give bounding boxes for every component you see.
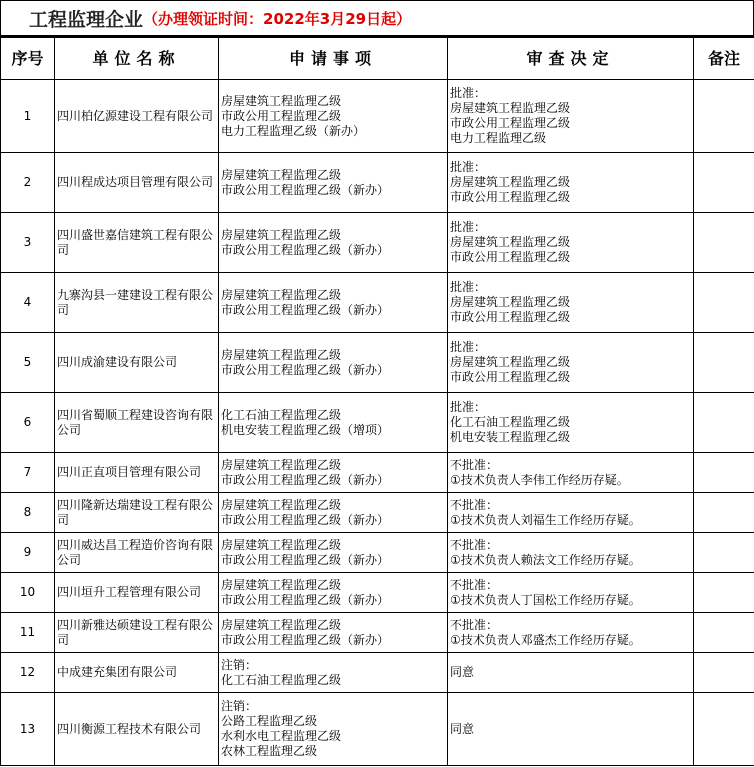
decision <box>448 453 694 493</box>
row-number: 4 <box>1 273 55 333</box>
decision-line: 不批准： <box>450 457 499 472</box>
apply-item: 机电安装工程监理乙级（增项） <box>221 422 390 437</box>
company-name: 中成建充集团有限公司 <box>55 653 219 693</box>
row-number: 2 <box>1 153 55 213</box>
decision-line: 批准： <box>450 160 487 174</box>
decision-line: ①技术负责人邓盛杰工作经历存疑。 <box>450 632 641 647</box>
company-name: 四川柏亿源建设工程有限公司 <box>55 80 219 153</box>
decision-line: ①技术负责人刘福生工作经历存疑。 <box>450 512 641 527</box>
header-no: 序号 <box>1 38 55 80</box>
note <box>694 693 754 766</box>
apply-item: 市政公用工程监理乙级（新办） <box>221 362 390 377</box>
table-row <box>1 333 754 393</box>
apply-item: 房屋建筑工程监理乙级 <box>221 457 342 472</box>
decision-line: 房屋建筑工程监理乙级 <box>450 295 571 309</box>
apply-item: 房屋建筑工程监理乙级 <box>221 227 342 242</box>
decision <box>448 393 694 453</box>
row-number: 10 <box>1 573 55 613</box>
row-number: 5 <box>1 333 55 393</box>
row-number: 3 <box>1 213 55 273</box>
apply-item: 市政公用工程监理乙级（新办） <box>221 182 390 197</box>
table-row <box>1 613 754 653</box>
company-name: 四川省蜀顺工程建设咨询有限公司 <box>55 393 219 453</box>
apply-items <box>219 273 448 333</box>
apply-item: 市政公用工程监理乙级（新办） <box>221 512 390 527</box>
apply-item: 房屋建筑工程监理乙级 <box>221 93 342 108</box>
decision-line: 房屋建筑工程监理乙级 <box>450 235 571 249</box>
table-row <box>1 273 754 333</box>
decision-line: 批准： <box>450 400 487 414</box>
note <box>694 453 754 493</box>
decision <box>448 153 694 213</box>
company-name: 四川成渝建设有限公司 <box>55 333 219 393</box>
table-row <box>1 153 754 213</box>
apply-item: 农林工程监理乙级 <box>221 744 318 758</box>
apply-item: 房屋建筑工程监理乙级 <box>221 577 342 592</box>
header-name: 单位名称 <box>55 38 219 80</box>
header-decision: 审查决定 <box>448 38 694 80</box>
decision-line: 市政公用工程监理乙级 <box>450 370 571 384</box>
apply-items <box>219 213 448 273</box>
apply-item: 注销： <box>221 657 258 672</box>
row-number: 7 <box>1 453 55 493</box>
row-number: 1 <box>1 80 55 153</box>
table-row <box>1 393 754 453</box>
apply-item: 房屋建筑工程监理乙级 <box>221 537 342 552</box>
decision-line: 房屋建筑工程监理乙级 <box>450 101 571 115</box>
note <box>694 393 754 453</box>
row-number: 12 <box>1 653 55 693</box>
row-number: 8 <box>1 493 55 533</box>
decision-line: ①技术负责人李伟工作经历存疑。 <box>450 472 629 487</box>
note <box>694 573 754 613</box>
table-row <box>1 653 754 693</box>
apply-item: 水利水电工程监理乙级 <box>221 729 342 743</box>
company-name: 四川垣升工程管理有限公司 <box>55 573 219 613</box>
apply-items <box>219 153 448 213</box>
header-apply: 申请事项 <box>219 38 448 80</box>
decision-line: 市政公用工程监理乙级 <box>450 310 571 324</box>
table-row <box>1 80 754 153</box>
company-name: 四川盛世嘉信建筑工程有限公司 <box>55 213 219 273</box>
company-name: 四川衡源工程技术有限公司 <box>55 693 219 766</box>
company-name: 四川隆新达瑞建设工程有限公司 <box>55 493 219 533</box>
apply-items <box>219 333 448 393</box>
decision-line: 市政公用工程监理乙级 <box>450 250 571 264</box>
row-number: 11 <box>1 613 55 653</box>
sheet-title <box>0 0 754 37</box>
decision-line: 不批准： <box>450 497 499 512</box>
apply-item: 市政公用工程监理乙级（新办） <box>221 592 390 607</box>
decision <box>448 333 694 393</box>
table-row <box>1 493 754 533</box>
apply-item: 化工石油工程监理乙级 <box>221 407 342 422</box>
apply-items <box>219 80 448 153</box>
apply-items <box>219 693 448 766</box>
decision-line: ①技术负责人赖法文工作经历存疑。 <box>450 552 641 567</box>
note <box>694 493 754 533</box>
table-row <box>1 453 754 493</box>
note <box>694 80 754 153</box>
decision-line: 批准： <box>450 280 487 294</box>
decision <box>448 493 694 533</box>
enterprise-table <box>0 37 754 766</box>
decision <box>448 573 694 613</box>
decision-line: 不批准： <box>450 617 499 632</box>
apply-item: 市政公用工程监理乙级（新办） <box>221 472 390 487</box>
company-name: 九寨沟县一建建设工程有限公司 <box>55 273 219 333</box>
header-row <box>1 38 754 80</box>
decision-line: 化工石油工程监理乙级 <box>450 415 571 429</box>
apply-item: 市政公用工程监理乙级 <box>221 108 342 123</box>
note <box>694 533 754 573</box>
company-name: 四川威达昌工程造价咨询有限公司 <box>55 533 219 573</box>
note <box>694 333 754 393</box>
decision <box>448 533 694 573</box>
row-number: 13 <box>1 693 55 766</box>
decision-line: 不批准： <box>450 537 499 552</box>
apply-item: 房屋建筑工程监理乙级 <box>221 497 342 512</box>
apply-item: 房屋建筑工程监理乙级 <box>221 287 342 302</box>
decision-line: 不批准： <box>450 577 499 592</box>
title-main: 工程监理企业 <box>29 8 144 31</box>
header-note: 备注 <box>694 38 754 80</box>
note <box>694 213 754 273</box>
decision-line: 批准： <box>450 340 487 354</box>
decision <box>448 80 694 153</box>
decision-line: 电力工程监理乙级 <box>450 131 547 145</box>
company-name: 四川程成达项目管理有限公司 <box>55 153 219 213</box>
decision-line: 市政公用工程监理乙级 <box>450 190 571 204</box>
apply-items <box>219 393 448 453</box>
decision-line: 市政公用工程监理乙级 <box>450 116 571 130</box>
apply-items <box>219 653 448 693</box>
apply-item: 房屋建筑工程监理乙级 <box>221 347 342 362</box>
apply-items <box>219 453 448 493</box>
company-name: 四川正直项目管理有限公司 <box>55 453 219 493</box>
note <box>694 153 754 213</box>
row-number: 9 <box>1 533 55 573</box>
decision-line: 房屋建筑工程监理乙级 <box>450 175 571 189</box>
table-row <box>1 693 754 766</box>
apply-item: 注销： <box>221 699 258 713</box>
decision-line: ①技术负责人丁国松工作经历存疑。 <box>450 592 641 607</box>
note <box>694 653 754 693</box>
decision-line: 批准： <box>450 86 487 100</box>
decision <box>448 653 694 693</box>
title-subtitle: （办理领证时间：2022年3月29日起） <box>143 9 412 28</box>
decision-line: 同意 <box>450 665 475 679</box>
apply-item: 市政公用工程监理乙级（新办） <box>221 552 390 567</box>
decision <box>448 693 694 766</box>
note <box>694 273 754 333</box>
decision <box>448 613 694 653</box>
apply-item: 市政公用工程监理乙级（新办） <box>221 242 390 257</box>
decision-line: 批准： <box>450 220 487 234</box>
apply-item: 化工石油工程监理乙级 <box>221 672 342 687</box>
decision-line: 机电安装工程监理乙级 <box>450 430 571 444</box>
decision <box>448 273 694 333</box>
apply-item: 公路工程监理乙级 <box>221 714 318 728</box>
apply-items <box>219 493 448 533</box>
company-name: 四川新雅达硕建设工程有限公司 <box>55 613 219 653</box>
apply-item: 电力工程监理乙级（新办） <box>221 123 366 138</box>
apply-items <box>219 533 448 573</box>
row-number: 6 <box>1 393 55 453</box>
decision-line: 房屋建筑工程监理乙级 <box>450 355 571 369</box>
apply-item: 市政公用工程监理乙级（新办） <box>221 632 390 647</box>
apply-items <box>219 573 448 613</box>
table-row <box>1 213 754 273</box>
decision <box>448 213 694 273</box>
decision-line: 同意 <box>450 721 475 736</box>
apply-items <box>219 613 448 653</box>
apply-item: 房屋建筑工程监理乙级 <box>221 617 342 632</box>
table-row <box>1 533 754 573</box>
table-row <box>1 573 754 613</box>
apply-item: 市政公用工程监理乙级（新办） <box>221 302 390 317</box>
apply-item: 房屋建筑工程监理乙级 <box>221 167 342 182</box>
note <box>694 613 754 653</box>
